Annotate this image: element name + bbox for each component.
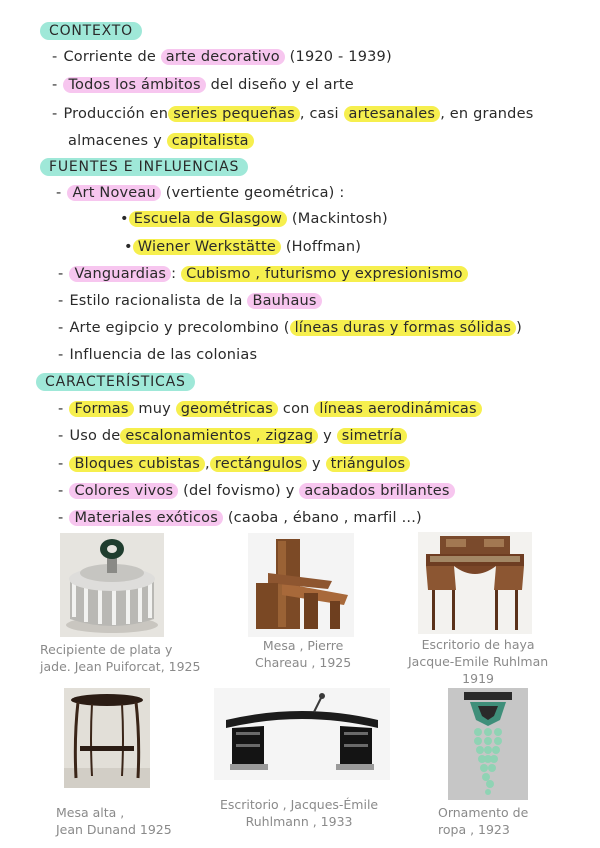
caption-mesa-chareau: Mesa , Pierre Chareau , 1925 (255, 638, 352, 670)
contexto-line-4: almacenes y capitalista (68, 131, 254, 151)
dunand-table-image (64, 688, 150, 788)
ruhlmann-desk-1919-image (418, 532, 532, 634)
heading-fuentes: FUENTES E INFLUENCIAS (40, 157, 248, 177)
fuentes-egipcio: - Arte egipcio y precolombino ( líneas duras y formas sólidas ) (58, 320, 523, 336)
silver-jade-container-image (60, 533, 164, 637)
fuentes-vanguardias: - Vanguardias : Cubismo , futurismo y expresionismo (58, 264, 468, 284)
contexto-line-2: - Todos los ámbitos del diseño y el arte (52, 77, 354, 93)
fuentes-art-nouveau: - Art Noveau (vertiente geométrica) : (56, 185, 345, 201)
carac-colores: - Colores vivos (del fovismo) y acabados brillantes (58, 481, 455, 501)
carac-bloques: - Bloques cubistas , rectángulos y triángulos (58, 454, 410, 474)
carac-materiales: - Materiales exóticos (caoba , ébano , marfil ...) (58, 510, 422, 526)
caption-recipiente: Recipiente de plata y jade. Jean Puiforcat, 1925 (40, 642, 201, 674)
carac-uso: - Uso de escalonamientos , zigzag y simetría (58, 426, 407, 446)
caption-ornamento: Ornamento de ropa , 1923 (438, 805, 529, 837)
ruhlmann-desk-1933-image (214, 688, 390, 780)
contexto-line-3: - Producción en series pequeñas , casi artesanales , en grandes (52, 106, 534, 122)
fuentes-bauhaus: - Estilo racionalista de la Bauhaus (58, 291, 322, 311)
clothing-ornament-image (448, 688, 528, 800)
heading-caracteristicas: CARACTERÍSTICAS (36, 372, 195, 392)
caption-escritorio-1933: Escritorio , Jacques-Émile Ruhlmann , 1933 (220, 797, 379, 829)
caption-mesa-alta: Mesa alta , Jean Dunand 1925 (56, 805, 172, 837)
fuentes-glasgow: • Escuela de Glasgow (Mackintosh) (120, 211, 388, 227)
caption-escritorio-haya: Escritorio de haya Jacque-Emile Ruhlman 1919 (408, 637, 549, 686)
carac-formas: - Formas muy geométricas con líneas aerodinámicas (58, 399, 482, 419)
fuentes-wiener: • Wiener Werkstätte (Hoffman) (124, 239, 362, 255)
fuentes-colonias: - Influencia de las colonias (58, 347, 258, 363)
chareau-table-image (248, 533, 354, 637)
heading-contexto: CONTEXTO (40, 21, 142, 41)
contexto-line-1: - Corriente de arte decorativo (1920 - 1939) (52, 49, 392, 65)
